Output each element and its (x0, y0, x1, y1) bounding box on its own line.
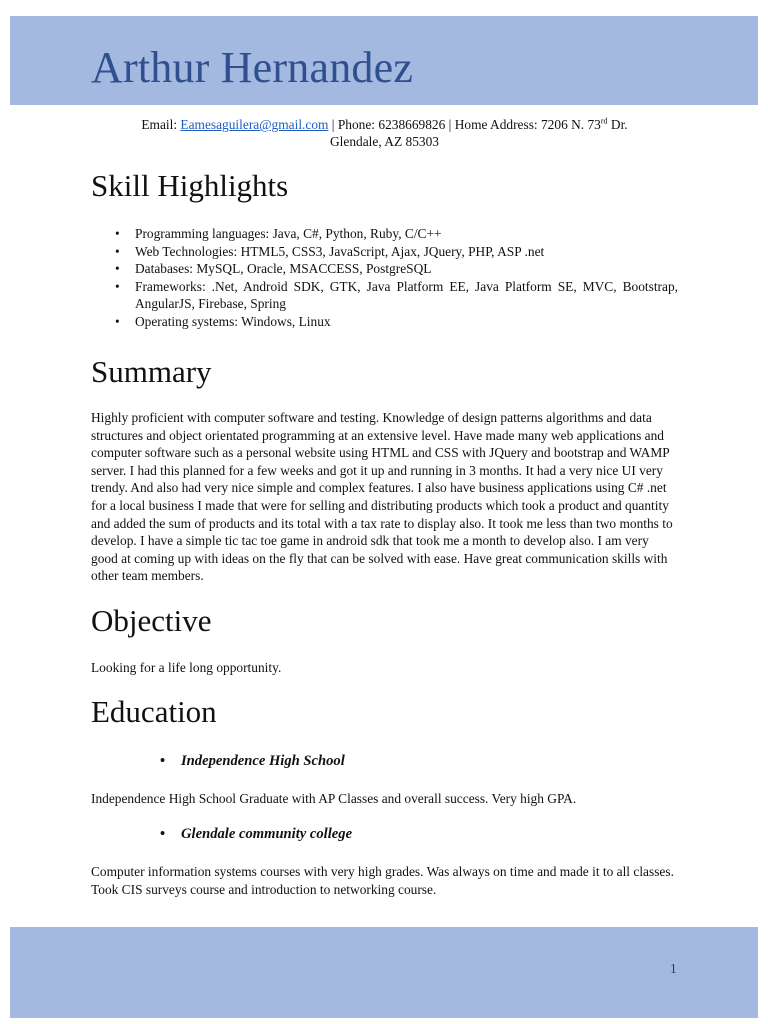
education-heading: Education (91, 694, 217, 729)
education-description-2: Computer information systems courses with very high grades. Was always on time and made it to all classes. Took CIS surveys course and introduction to networking course. (91, 864, 674, 897)
list-item (91, 225, 678, 243)
education-description-1: Independence High School Graduate with AP Classes and overall success. Very high GPA. (91, 791, 577, 806)
summary-text: Highly proficient with computer software and testing. Knowledge of design patterns algorithms and data structures and object orientated programming at an extensive level. Have made many web applications and computer software such as a personal website using HTML and CSS with JQuery and bootstrap and WAMP server. I had this planned for a few weeks and got it up and running in 3 months. It had a very nice UI very trendy. And also had very nice simple and complex features. I also have business applications using C# .net for a local business I made that were for selling and distributing products which took a product and quantity and added the sum of products and its total with a tax rate to display also. It took me less than two months to develop. I have a simple tic tac toe game in android sdk that took me a month to develop also. I am very good at coming up with ideas on the fly that can be solved with ease. Have great communication skills with other team members. (91, 410, 673, 584)
skill-text: Operating systems: Windows, Linux (135, 313, 331, 329)
education-school-1 (160, 754, 345, 769)
skill-text: Frameworks: .Net, Android SDK, GTK, Java Platform EE, Java Platform SE, MVC, Bootstrap, AngularJS, Firebase, Spring (135, 278, 678, 312)
skill-text: Web Technologies: HTML5, CSS3, JavaScript, Ajax, JQuery, PHP, ASP .net (135, 243, 545, 259)
summary-heading: Summary (91, 354, 212, 389)
skill-text: Databases: MySQL, Oracle, MSACCESS, PostgreSQL (135, 261, 432, 277)
ordinal-suffix: rd (600, 116, 608, 126)
skills-list (91, 225, 678, 331)
phone-address: | Phone: 6238669826 | Home Address: 7206 N. 73 (328, 117, 601, 132)
list-item (91, 243, 678, 261)
city-line: Glendale, AZ 85303 (330, 134, 439, 149)
contact-info (91, 116, 678, 150)
list-item (91, 260, 678, 278)
bullet-icon: • (115, 313, 120, 329)
email-label: Email: (141, 117, 181, 132)
skills-heading: Skill Highlights (91, 168, 289, 203)
education-school-2 (160, 827, 352, 842)
bullet-icon: • (115, 261, 120, 277)
footer-band (10, 927, 758, 1018)
objective-text: Looking for a life long opportunity. (91, 660, 282, 675)
school-name: Glendale community college (181, 826, 353, 842)
bullet-icon: • (115, 243, 120, 259)
page-number: 1 (670, 961, 677, 976)
objective-heading: Objective (91, 603, 212, 638)
bullet-icon: • (115, 278, 120, 294)
list-item (91, 278, 678, 313)
bullet-icon: • (160, 753, 166, 769)
resume-name: Arthur Hernandez (91, 43, 414, 92)
skill-text: Programming languages: Java, C#, Python, Ruby, C/C++ (135, 226, 442, 241)
list-item (91, 313, 678, 331)
address-end: Dr. (607, 117, 628, 132)
bullet-icon: • (160, 826, 166, 842)
bullet-icon: • (115, 226, 120, 241)
email-link[interactable]: Eamesaguilera@gmail.com (180, 117, 329, 132)
school-name: Independence High School (181, 753, 345, 769)
